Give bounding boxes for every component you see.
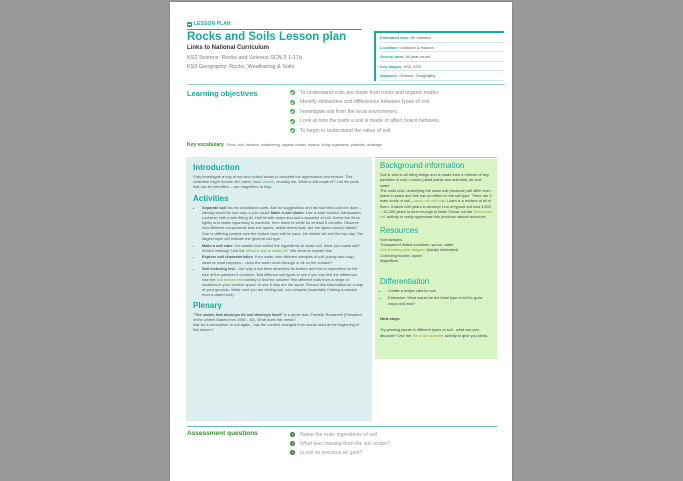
check-circle-icon — [290, 90, 295, 95]
soil-scientist-link[interactable]: 'Be a soil scientist' — [412, 332, 444, 338]
resources-heading: Resources — [380, 225, 419, 235]
meta-row-subjects: Subjects: Science, Geography — [380, 71, 504, 81]
key-vocabulary: Key vocabulary Rock, soil, bedrock, weathering, organic matter, humus, living organisms, particles, drainage — [187, 142, 382, 148]
question-circle-icon: ? — [291, 441, 294, 446]
calendar-icon — [187, 22, 192, 27]
curriculum-heading: Links to National Curriculum — [187, 45, 270, 51]
objective-item: Investigate soil from the local environment. — [290, 107, 440, 117]
next-steps-text: Try growing plants in different types of soil - what can you discover? Use the 'Be a soil scientist' activity to give you ideas. — [380, 327, 489, 338]
resource-item: Collecting bucket, spoon — [380, 252, 423, 258]
flow-diagram-link[interactable]: Soil texturing flow diagram — [380, 247, 426, 253]
resource-item: Magnifiers — [380, 257, 398, 263]
objective-item: Identify similarities and differences between types of soil. — [290, 98, 440, 108]
objectives-list — [290, 88, 440, 136]
plenary-text-2: Ask for a description of soil again - has the content changed from words used at the beginning of this lesson? — [193, 321, 360, 333]
assessment-item: ? Is soil as precious as gold? — [291, 449, 363, 456]
introduction-heading: Introduction — [193, 163, 240, 172]
activity-item: • Separate soil into its constituent parts. Ask for suggestions and list how this could be done – sieving would be one way or you could: Make a soil shake: Use a wide necked, transparent container with a well-fitting lid. Half fill with water and add a spoonful of soil. Screw the lid on tightly and shake vigorously to combine, then leave to settle for at least 5 minutes. Observe how different components sink into layers, whilst others float. Are the layers clearly visible? Due to differing particle size the bottom layer will be sand, the middle silt and the top clay. The largest layer will indicate the general soil type. — [202, 205, 365, 241]
assessment-item: ? What was missing from the soil recipe? — [291, 440, 390, 447]
lesson-plan-tag — [187, 21, 231, 27]
meta-row-location: Location: Outdoors & Indoors — [380, 43, 504, 53]
check-circle-icon — [290, 128, 295, 133]
activity-item: • Make a soil cake: Go outside and collect the ingredients to make soil. Have you made soil? What's missing? Use the 'What is soil of made of?' info sheet to explain this. — [202, 243, 365, 253]
curriculum-links — [187, 54, 302, 71]
objective-item: Look at how the parts a soil is made of affect how it behaves. — [290, 117, 440, 127]
document-page — [170, 2, 512, 481]
differentiation-list — [380, 288, 492, 306]
worms-link[interactable]: worms — [262, 179, 275, 185]
activities-list — [193, 205, 365, 298]
assessment-divider — [187, 426, 497, 427]
differentiation-item: • Create a recipe card for soil — [388, 288, 492, 293]
activities-heading: Activities — [193, 193, 229, 203]
question-circle-icon: ? — [291, 450, 294, 455]
sidebar-divider — [375, 157, 497, 158]
question-circle-icon: ? — [291, 432, 294, 437]
objectives-heading: Learning objectives — [187, 89, 258, 98]
resource-item: Soil samples — [380, 236, 403, 242]
resource-item: Soil texturing flow diagram (ideally laminated) — [380, 247, 459, 253]
curriculum-link: KS2 Science: Rocks and Science SCN 3 1-17a — [187, 55, 302, 61]
soil-kinds-link[interactable]: sand, silt and clay — [414, 198, 445, 204]
background-text-2: The solid rock, underlying the loose soil (bedrock) will differ from place to place and this has an effect on the soil type. There are 3 main kinds of soil – sand, silt and clay. Loam is a mixture of all of them. It takes 400 years to develop 1cm of typical soil and 3,000 – 12,000 years to form enough to farm! Check out the How much soil activity to really appreciate this precious natural resource! — [380, 187, 492, 220]
check-circle-icon — [290, 109, 295, 114]
objectives-divider — [187, 84, 505, 85]
meta-row-time: Estimated time: 80 minutes — [380, 33, 504, 43]
curriculum-link: KS3 Geography: Rocks, Weathering & Soils — [187, 63, 295, 70]
next-steps-heading: Next steps — [380, 316, 400, 322]
meta-row-term: School term: All year round — [380, 52, 504, 62]
activity-item: • Soil texturing test – the way a soil feels describes its texture and this is dependent on the size of the particles it contains. Test different soil types to see if you can feel the difference. Use the Soil texture test activity to find the answer! Test different soils from a range of locations in your outdoor space, to see if they are the same. Record this information on a map of your grounds. Make sure you are testing soil, not compost (especially if taking a sample from a raised bed). — [202, 266, 365, 297]
differentiation-heading: Differentiation — [380, 277, 430, 287]
title-divider — [187, 29, 362, 30]
resource-item: Transparent lidded container, spoon, water — [380, 241, 454, 247]
what-is-soil-link[interactable]: 'What is soil of made of?' — [245, 247, 289, 253]
assessment-item: ? Name the main ingredients of soil — [291, 431, 377, 438]
background-heading: Background information — [380, 161, 465, 170]
soil-texture-test-link[interactable]: Soil texture test — [216, 276, 244, 282]
check-circle-icon — [290, 100, 295, 105]
assessment-heading: Assessment questions — [187, 430, 258, 437]
plenary-heading: Plenary — [193, 300, 222, 310]
background-text-1: Soil is vital to all living things and is made from a mixture of tiny particles of rock, humus (dead plants and animals), air and water. — [380, 172, 489, 188]
plenary-text: "The nation that destroys its soil destroys itself" is a quote from Franklin Roosevelt (President of the United States from 1940 - 45). What does this mean? — [193, 311, 362, 322]
objective-item: To begin to understand the value of soil. — [290, 126, 440, 136]
objective-item: To understand soils are made from rocks and organic matter. — [290, 88, 440, 98]
how-much-soil-link[interactable]: How much soil — [380, 209, 492, 220]
lesson-meta-box — [374, 31, 504, 81]
assessment-list — [290, 430, 390, 457]
main-content-panel — [186, 157, 372, 421]
page-title: Rocks and Soils Lesson plan — [187, 31, 347, 43]
differentiation-item: • Extension: What would be the ideal type of soil to grow crops and why? — [388, 295, 492, 306]
meta-row-stages: Key stages: KS2, KS3 — [380, 62, 504, 72]
activity-item: • Explore soil characteristics. Pour water onto different samples of soil (sandy and clay), observe what happens – does the water drain through or sit on the surface? — [202, 254, 365, 264]
info-sidebar-panel — [375, 159, 497, 359]
tag-label: LESSON PLAN — [194, 21, 231, 27]
check-circle-icon — [290, 119, 295, 124]
introduction-text: Fully investigate a tray of soil and collect words to describe the appearance and texture. This collection might include dirt, earth, mud, worms, crumbly etc. What is soil made of? List the parts that can be identified – use magnifiers to help. — [193, 174, 359, 190]
